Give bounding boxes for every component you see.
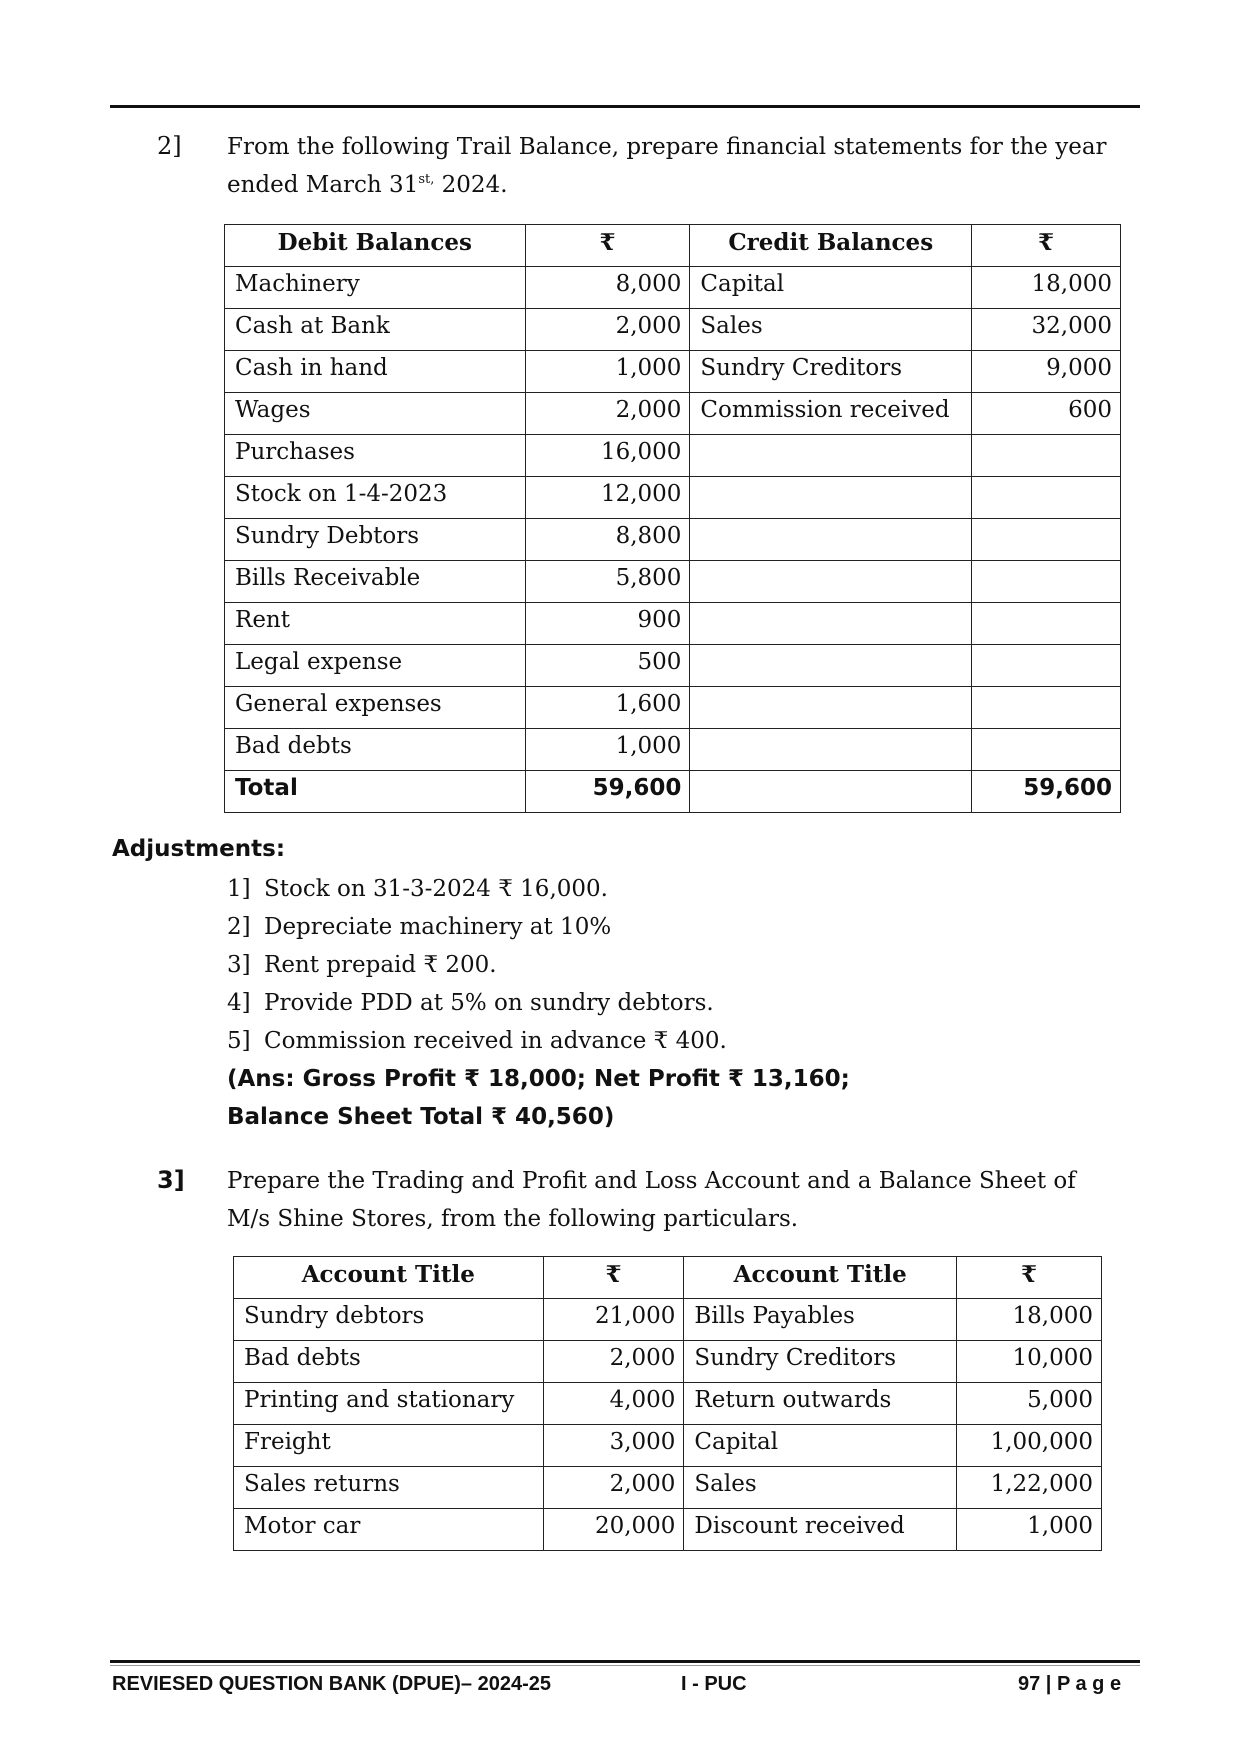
total-credit: 59,600	[972, 771, 1121, 813]
credit-amount-cell: 9,000	[972, 351, 1121, 393]
debit-account-cell: Sundry debtors	[234, 1299, 544, 1341]
answer-line2: Balance Sheet Total ₹ 40,560)	[227, 1104, 615, 1130]
question-2-line2: ended March $31^{st,}$ 2024.	[227, 172, 508, 198]
credit-account-cell	[690, 687, 972, 729]
table-header-row	[234, 1257, 1102, 1299]
table-row	[225, 309, 1121, 351]
adjustment-text: Provide PDD at 5% on sundry debtors.	[264, 990, 714, 1016]
debit-account-cell: Motor car	[234, 1509, 544, 1551]
debit-account-cell: Stock on 1-4-2023	[225, 477, 526, 519]
debit-amount-cell: 5,800	[525, 561, 690, 603]
credit-amount-cell	[972, 729, 1121, 771]
credit-amount-cell: 1,000	[957, 1509, 1102, 1551]
credit-amount-cell: 10,000	[957, 1341, 1102, 1383]
trial-balance-table	[224, 224, 1121, 813]
credit-account-cell: Sales	[690, 309, 972, 351]
adjustment-item	[227, 908, 727, 946]
table-row	[234, 1509, 1102, 1551]
credit-account-cell: Sundry Creditors	[690, 351, 972, 393]
header-rupee: ₹	[543, 1257, 684, 1299]
question-3-line1: Prepare the Trading and Profit and Loss Account and a Balance Sheet of	[227, 1168, 1076, 1194]
credit-account-cell	[690, 603, 972, 645]
total-row	[225, 771, 1121, 813]
adjustment-number: 4]	[227, 990, 251, 1016]
debit-account-cell: Legal expense	[225, 645, 526, 687]
credit-account-cell: Sales	[684, 1467, 957, 1509]
adjustment-number: 5]	[227, 1028, 251, 1054]
credit-account-cell: Discount received	[684, 1509, 957, 1551]
credit-account-cell: Return outwards	[684, 1383, 957, 1425]
table-row	[234, 1383, 1102, 1425]
credit-amount-cell: 1,22,000	[957, 1467, 1102, 1509]
header-account-title: Account Title	[234, 1257, 544, 1299]
table-row	[225, 519, 1121, 561]
header-account-title: Account Title	[684, 1257, 957, 1299]
debit-amount-cell: 500	[525, 645, 690, 687]
debit-amount-cell: 1,000	[525, 351, 690, 393]
table-row	[225, 603, 1121, 645]
debit-account-cell: Wages	[225, 393, 526, 435]
question-3-line2: M/s Shine Stores, from the following particulars.	[227, 1206, 799, 1232]
credit-account-cell: Sundry Creditors	[684, 1341, 957, 1383]
debit-account-cell: Purchases	[225, 435, 526, 477]
header-debit-balances: Debit Balances	[225, 225, 526, 267]
adjustment-text: Commission received in advance ₹ 400.	[264, 1028, 727, 1054]
credit-amount-cell	[972, 561, 1121, 603]
adjustment-item	[227, 1022, 727, 1060]
debit-account-cell: Bad debts	[234, 1341, 544, 1383]
debit-amount-cell: 8,800	[525, 519, 690, 561]
credit-account-cell: Bills Payables	[684, 1299, 957, 1341]
adjustment-item	[227, 984, 727, 1022]
credit-account-cell: Commission received	[690, 393, 972, 435]
question-2-text	[227, 128, 1127, 204]
table-row	[225, 393, 1121, 435]
table-row	[225, 435, 1121, 477]
header-rule	[110, 105, 1140, 108]
table-row	[225, 477, 1121, 519]
credit-account-cell	[690, 519, 972, 561]
credit-account-cell	[690, 435, 972, 477]
debit-amount-cell: 1,000	[525, 729, 690, 771]
credit-amount-cell	[972, 435, 1121, 477]
table-header-row	[225, 225, 1121, 267]
adjustment-text: Stock on 31-3-2024 ₹ 16,000.	[264, 876, 608, 902]
debit-account-cell: Sales returns	[234, 1467, 544, 1509]
table-row	[225, 267, 1121, 309]
credit-amount-cell	[972, 519, 1121, 561]
credit-amount-cell	[972, 645, 1121, 687]
credit-account-cell	[690, 729, 972, 771]
credit-amount-cell: 1,00,000	[957, 1425, 1102, 1467]
debit-account-cell: General expenses	[225, 687, 526, 729]
adjustment-text: Depreciate machinery at 10%	[264, 914, 612, 940]
table-row	[225, 351, 1121, 393]
debit-amount-cell: 900	[525, 603, 690, 645]
debit-account-cell: Freight	[234, 1425, 544, 1467]
table-row	[234, 1341, 1102, 1383]
header-rupee: ₹	[525, 225, 690, 267]
credit-account-cell	[690, 561, 972, 603]
credit-account-cell: Capital	[690, 267, 972, 309]
footer-rule-thin	[110, 1665, 1140, 1666]
total-label: Total	[225, 771, 526, 813]
table-row	[225, 687, 1121, 729]
credit-amount-cell: 32,000	[972, 309, 1121, 351]
question-3-text	[227, 1162, 1127, 1238]
debit-amount-cell: 21,000	[543, 1299, 684, 1341]
table-row	[225, 561, 1121, 603]
adjustments-heading: Adjustments:	[112, 836, 286, 862]
total-debit: 59,600	[525, 771, 690, 813]
header-rupee: ₹	[972, 225, 1121, 267]
adjustment-number: 1]	[227, 876, 251, 902]
footer-center: I - PUC	[681, 1673, 747, 1695]
particulars-table	[233, 1256, 1102, 1551]
credit-amount-cell: 18,000	[972, 267, 1121, 309]
debit-account-cell: Cash in hand	[225, 351, 526, 393]
credit-amount-cell	[972, 477, 1121, 519]
debit-account-cell: Printing and stationary	[234, 1383, 544, 1425]
question-3-number: 3]	[157, 1166, 185, 1194]
debit-amount-cell: 1,600	[525, 687, 690, 729]
answer-line1: (Ans: Gross Profit ₹ 18,000; Net Profit ₹ 13,160;	[227, 1066, 850, 1092]
credit-amount-cell: 18,000	[957, 1299, 1102, 1341]
debit-account-cell: Sundry Debtors	[225, 519, 526, 561]
debit-account-cell: Cash at Bank	[225, 309, 526, 351]
adjustment-item	[227, 946, 727, 984]
answer	[227, 1060, 850, 1136]
credit-amount-cell	[972, 603, 1121, 645]
debit-amount-cell: 20,000	[543, 1509, 684, 1551]
debit-amount-cell: 2,000	[543, 1467, 684, 1509]
debit-amount-cell: 2,000	[543, 1341, 684, 1383]
debit-account-cell: Machinery	[225, 267, 526, 309]
header-credit-balances: Credit Balances	[690, 225, 972, 267]
debit-account-cell: Bad debts	[225, 729, 526, 771]
credit-amount-cell: 5,000	[957, 1383, 1102, 1425]
total-blank	[690, 771, 972, 813]
adjustment-text: Rent prepaid ₹ 200.	[264, 952, 497, 978]
adjustment-number: 3]	[227, 952, 251, 978]
debit-amount-cell: 2,000	[525, 393, 690, 435]
credit-account-cell	[690, 645, 972, 687]
header-rupee: ₹	[957, 1257, 1102, 1299]
table-row	[225, 729, 1121, 771]
debit-account-cell: Rent	[225, 603, 526, 645]
debit-account-cell: Bills Receivable	[225, 561, 526, 603]
table-row	[234, 1467, 1102, 1509]
credit-account-cell	[690, 477, 972, 519]
debit-amount-cell: 4,000	[543, 1383, 684, 1425]
question-2-number: 2]	[157, 132, 182, 160]
debit-amount-cell: 2,000	[525, 309, 690, 351]
credit-amount-cell	[972, 687, 1121, 729]
credit-account-cell: Capital	[684, 1425, 957, 1467]
debit-amount-cell: 12,000	[525, 477, 690, 519]
credit-amount-cell: 600	[972, 393, 1121, 435]
table-row	[234, 1299, 1102, 1341]
table-row	[225, 645, 1121, 687]
footer-rule	[110, 1660, 1140, 1663]
adjustment-number: 2]	[227, 914, 251, 940]
footer-page-number: 97 | P a g e	[1018, 1673, 1122, 1695]
debit-amount-cell: 16,000	[525, 435, 690, 477]
footer-left: REVIESED QUESTION BANK (DPUE)– 2024-25	[112, 1673, 552, 1695]
adjustments-list	[227, 870, 727, 1060]
table-row	[234, 1425, 1102, 1467]
debit-amount-cell: 8,000	[525, 267, 690, 309]
adjustment-item	[227, 870, 727, 908]
debit-amount-cell: 3,000	[543, 1425, 684, 1467]
question-2-line1: From the following Trail Balance, prepare financial statements for the year	[227, 134, 1107, 160]
